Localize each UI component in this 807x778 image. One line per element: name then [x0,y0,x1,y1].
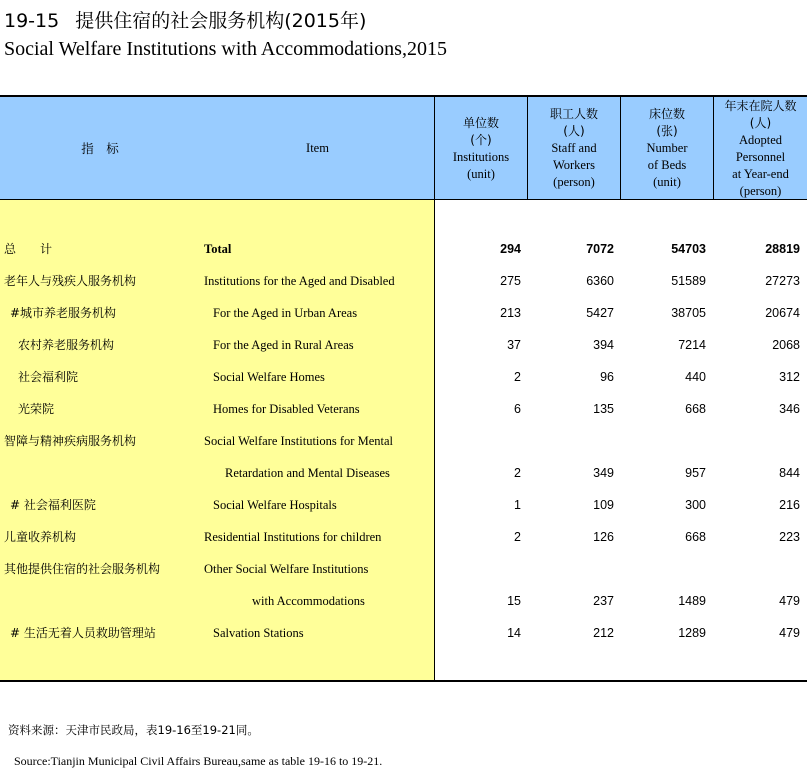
cell-institutions: 6 [514,402,521,416]
cell-staff: 237 [593,594,614,608]
cell-adopted: 20674 [765,306,800,320]
cell-institutions: 294 [500,242,521,256]
cell-beds: 1289 [678,626,706,640]
cell-adopted: 28819 [765,242,800,256]
cell-staff: 6360 [586,274,614,288]
cell-institutions: 1 [514,498,521,512]
cell-beds: 1489 [678,594,706,608]
header-institutions-unit-en: (unit) [467,166,495,181]
cell-institutions: 2 [514,530,521,544]
header-adopted-en3: at Year-end [732,166,789,181]
row-label-en: with Accommodations [252,594,365,608]
header-beds [621,97,713,200]
cell-institutions: 275 [500,274,521,288]
header-institutions [435,97,527,200]
row-label-cn: # 社会福利医院 [10,498,96,512]
row-label-cn: # 生活无着人员救助管理站 [10,626,156,640]
header-adopted [714,97,807,200]
cell-adopted: 479 [779,626,800,640]
table-bottom-rule [0,680,807,682]
header-staff-en1: Staff and [551,141,597,155]
column-divider [527,95,528,200]
cell-beds: 7214 [678,338,706,352]
cell-staff: 7072 [586,242,614,256]
cell-beds: 51589 [671,274,706,288]
row-label-en: For the Aged in Rural Areas [213,338,354,352]
header-staff-unit-en: (person) [553,175,595,189]
row-label-cn: 老年人与残疾人服务机构 [4,274,137,288]
table-row [0,521,807,553]
cell-adopted: 479 [779,594,800,608]
row-label-cn: 其他提供住宿的社会服务机构 [4,562,161,576]
row-label-cn: 农村养老服务机构 [18,338,115,352]
row-label-cn: 总 计 [4,242,53,256]
header-item: Item [306,141,329,155]
cell-beds: 54703 [671,242,706,256]
header-index: 指 标 [81,141,119,156]
header-staff-unit-cn: (人) [563,124,585,138]
table-row [0,361,807,393]
source-note-cn: 资料来源：天津市民政局，表19-16至19-21同。 [8,723,259,737]
header-adopted-en1: Adopted [738,132,783,147]
row-label-en: Social Welfare Homes [213,370,325,384]
header-beds-unit-en: (unit) [653,175,681,189]
header-institutions-en: Institutions [452,149,510,164]
row-label-cn: 智障与精神疾病服务机构 [4,434,137,448]
row-label-cn: 儿童收养机构 [4,530,77,544]
table-row [0,489,807,521]
header-beds-en2: of Beds [647,158,687,172]
header-adopted-cn: 年末在院人数 [724,98,797,113]
cell-adopted: 223 [779,530,800,544]
header-beds-en1: Number [646,141,688,155]
header-staff-cn: 职工人数 [549,107,598,121]
header-institutions-cn: 单位数 [462,115,499,130]
cell-beds: 300 [685,498,706,512]
cell-adopted: 2068 [772,338,800,352]
cell-institutions: 2 [514,466,521,480]
row-label-en: Total [204,242,232,256]
header-staff-en2: Workers [552,158,596,172]
cell-adopted: 346 [779,402,800,416]
row-label-en: Residential Institutions for children [204,530,382,544]
header-adopted-en2: Personnel [735,149,786,164]
row-label-en: For the Aged in Urban Areas [213,306,358,320]
cell-staff: 212 [593,626,614,640]
table-row [0,329,807,361]
cell-institutions: 14 [507,626,521,640]
cell-staff: 394 [593,338,614,352]
table-row [0,585,807,617]
table-row [0,425,807,457]
cell-beds: 38705 [671,306,706,320]
header-adopted-unit-cn: (人) [749,115,772,130]
row-label-en: Social Welfare Institutions for Mental [204,434,393,448]
cell-staff: 126 [593,530,614,544]
table-title-cn [4,6,366,33]
cell-beds: 668 [685,530,706,544]
column-divider [713,95,714,200]
table-row [0,457,807,489]
cell-beds: 668 [685,402,706,416]
cell-institutions: 15 [507,594,521,608]
source-note-en: Source:Tianjin Municipal Civil Affairs Bureau,same as table 19-16 to 19-21. [14,754,383,768]
table-row [0,233,807,265]
cell-adopted: 216 [779,498,800,512]
header-staff [528,97,620,200]
cell-staff: 96 [600,370,614,384]
cell-adopted: 27273 [765,274,800,288]
row-label-cn: 光荣院 [18,402,55,416]
cell-institutions: 213 [500,306,521,320]
row-label-en: Social Welfare Hospitals [213,498,337,512]
header-adopted-unit-en: (person) [739,183,782,198]
row-label-en: Salvation Stations [213,626,304,640]
cell-institutions: 2 [514,370,521,384]
table-row [0,265,807,297]
cell-staff: 349 [593,466,614,480]
table-number: 19-15 [4,10,60,32]
column-divider [620,95,621,200]
cell-adopted: 844 [779,466,800,480]
cell-staff: 135 [593,402,614,416]
table-title-en: Social Welfare Institutions with Accommodations,2015 [4,38,447,60]
header-beds-cn: 床位数 [648,107,685,121]
row-label-cn: #城市养老服务机构 [10,306,117,320]
table-header [0,95,807,200]
row-label-en: Retardation and Mental Diseases [225,466,390,480]
cell-staff: 5427 [586,306,614,320]
row-label-en: Institutions for the Aged and Disabled [204,274,395,288]
cell-staff: 109 [593,498,614,512]
row-label-en: Other Social Welfare Institutions [204,562,369,576]
table-row [0,297,807,329]
row-label-en: Homes for Disabled Veterans [213,402,360,416]
cell-beds: 957 [685,466,706,480]
data-table [0,95,807,682]
cell-beds: 440 [685,370,706,384]
cell-institutions: 37 [507,338,521,352]
row-label-cn: 社会福利院 [18,370,79,384]
table-row [0,553,807,585]
table-title-cn-text: 提供住宿的社会服务机构(2015年) [75,10,367,32]
header-institutions-unit-cn: (个) [470,132,492,147]
header-beds-unit-cn: (张) [656,124,678,138]
table-row [0,617,807,649]
cell-adopted: 312 [779,370,800,384]
table-row [0,393,807,425]
